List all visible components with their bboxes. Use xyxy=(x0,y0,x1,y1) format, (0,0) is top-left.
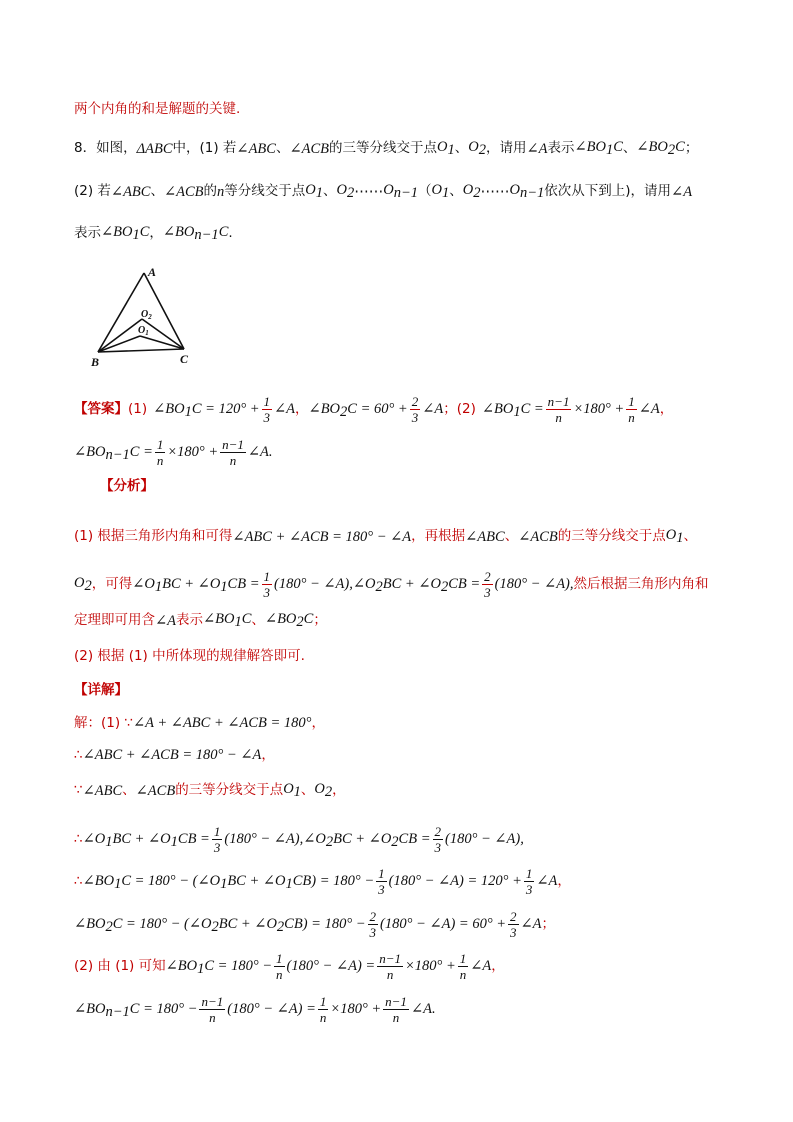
answer-expr-1: $\angle BO_1C = 120^\circ$ + $\frac{1}{3}$ ∠A xyxy=(153,394,296,425)
analysis-text: 定理即可用含 xyxy=(74,612,155,628)
solution-step-5 xyxy=(74,867,571,896)
comma: ， xyxy=(491,957,505,974)
answer-expr-2: $\angle BO_2C = 60^\circ$ + $\frac{2}{3}$ ∠A xyxy=(308,394,444,425)
analysis-text: 然后根据三角形内角和 xyxy=(573,575,709,592)
q-text: 依次从下到上)，请用 xyxy=(544,183,672,199)
analysis-line-2 xyxy=(74,570,709,599)
step-text: ， xyxy=(261,746,275,763)
answer-tag: 【答案】 xyxy=(74,400,128,417)
separator: 、 xyxy=(449,183,463,199)
q-text: 等分线交于点 xyxy=(224,183,306,199)
separator: 、 xyxy=(622,140,637,156)
angle-acb: ∠ACB xyxy=(289,140,330,157)
question-line-1 xyxy=(74,140,698,158)
analysis-line-3 xyxy=(74,612,327,630)
separator: 、 xyxy=(150,183,164,199)
q-text: . xyxy=(228,225,233,241)
label-a: A xyxy=(148,265,157,279)
step-text: ， xyxy=(311,714,325,731)
o1-sum-eq: $\angle O_1BC$ + $\angle O_1CB$ = $\frac{1}{3}$ (180° − ∠A), xyxy=(82,824,304,855)
question-line-2 xyxy=(74,183,692,201)
angle-abc: ∠ABC xyxy=(110,183,151,200)
analysis-text: 的三等分线交于点 xyxy=(557,528,666,544)
point-o1: $O_1$ xyxy=(437,139,455,158)
q-text: ； xyxy=(684,140,699,156)
triangle-figure xyxy=(86,262,201,370)
angle-bon1c: $\angle BO_{n-1}C$ xyxy=(162,224,229,243)
comma: ， xyxy=(557,872,571,889)
separator: 、 xyxy=(300,782,315,798)
because-symbol: ∵ xyxy=(74,782,83,798)
part-1-marker: (1) xyxy=(128,400,148,417)
label-o2: $O_2$ xyxy=(141,309,152,321)
angle-acb: ∠ACB xyxy=(135,782,176,799)
detail-tag-text: 【详解】 xyxy=(74,682,128,698)
comma: ， xyxy=(659,400,674,417)
label-c: C xyxy=(180,352,189,366)
angle-sum-eq: ∠ABC + ∠ACB = 180° − ∠A xyxy=(232,528,412,545)
q-text: (2) 若 xyxy=(74,183,111,199)
q-text: 表示 xyxy=(547,140,575,156)
bo2c-derivation: $\angle BO_2C = 180^\circ$ − ($\angle O_2BC$ + $\angle O_2CB) = 180^\circ$ − $\frac{2}{3}$ (180° − ∠A) = 60° + $\frac{2}{3}$ ∠A xyxy=(74,909,542,940)
therefore-symbol: ∴ xyxy=(74,830,83,847)
answer-expr-3: $\angle BO_1C$ = $\frac{n-1}{n}$ ×180° + $\frac{1}{n}$ ∠A xyxy=(481,394,660,425)
step-text: (2) 由 (1) 可知 xyxy=(74,957,166,974)
step-eq: ∠ABC + ∠ACB = 180° − ∠A xyxy=(82,747,262,763)
ellipsis: ⋯⋯ xyxy=(354,183,384,200)
solution-step-8 xyxy=(74,995,436,1024)
analysis-line-1 xyxy=(74,528,697,546)
q-text: ，请用 xyxy=(485,140,527,156)
therefore-symbol: ∴ xyxy=(74,746,83,763)
step-text: 解：(1) ∵ xyxy=(74,714,134,731)
angle-bo1c: $\angle BO_1C$ xyxy=(574,139,623,158)
angle-abc: ∠ABC xyxy=(236,140,276,157)
edge-bc xyxy=(98,349,184,352)
separator: 、 xyxy=(122,782,136,798)
q-text: 的三等分线交于点 xyxy=(329,140,438,156)
angle-a: ∠A xyxy=(155,612,177,629)
analysis-text: ，可得 xyxy=(91,575,133,592)
angle-bo2c: $\angle BO_2C$ xyxy=(264,611,314,630)
label-b: B xyxy=(91,355,100,369)
separator: 、 xyxy=(504,528,519,544)
separator: 、 xyxy=(251,612,265,628)
semicolon: ； xyxy=(313,612,327,628)
angle-a: ∠A xyxy=(526,140,548,157)
q-number: 8．如图， xyxy=(74,140,137,156)
angle-bo1c: $\angle BO_1C$ xyxy=(203,611,252,630)
label-o1: $O_1$ xyxy=(138,325,149,337)
q-text: 的 xyxy=(203,183,218,199)
solution-step-7 xyxy=(74,952,505,981)
analysis-line-4 xyxy=(74,650,305,664)
edge-ac xyxy=(144,273,184,349)
separator: 、 xyxy=(683,528,697,544)
point-o1: $O_1$ xyxy=(665,527,684,546)
analysis-tag xyxy=(100,480,154,494)
separator: 、 xyxy=(275,140,290,156)
step-eq: ∠A + ∠ABC + ∠ACB = 180° xyxy=(133,715,312,731)
point-o2: $O_2$ xyxy=(336,182,355,201)
angle-bo2c: $\angle BO_2C$ xyxy=(636,139,685,158)
answer-expr-4: $\angle BO_{n-1}C$ = $\frac{1}{n}$ ×180° + $\frac{n-1}{n}$ ∠A. xyxy=(74,437,273,468)
solution-step-4 xyxy=(74,825,524,854)
solution-step-6 xyxy=(74,910,555,939)
point-o2: $O_2$ xyxy=(468,139,486,158)
bo1c-derivation: $\angle BO_1C = 180^\circ$ − ($\angle O_1BC$ + $\angle O_1CB) = 180^\circ$ − $\frac{1}{3}$ (180° − ∠A) = 120° + $\frac{1}{3}$ ∠A xyxy=(82,866,558,897)
part-2-marker: (2) xyxy=(456,400,476,417)
step-text: 的三等分线交于点 xyxy=(175,782,284,798)
step-text: ， xyxy=(332,782,346,798)
bo1c-general: $\angle BO_1C = 180^\circ$ − $\frac{1}{n}$ (180° − ∠A) = $\frac{n-1}{n}$ ×180° + $\frac{1}{n}$ ∠A xyxy=(165,951,492,982)
angle-bo1c: $\angle BO_1C$ xyxy=(101,224,150,243)
q-text: 中，(1) 若 xyxy=(172,140,237,156)
o1-sum-eq: $\angle O_1BC$ + $\angle O_1CB$ = $\frac{1}{3}$ (180° − ∠A), xyxy=(132,569,353,600)
angle-acb: ∠ACB xyxy=(163,183,204,200)
comma: ， xyxy=(295,400,309,417)
bon1c-general: $\angle BO_{n-1}C = 180^\circ$ − $\frac{n-1}{n}$ (180° − ∠A) = $\frac{1}{n}$ ×180° + $\frac{n-1}{n}$ ∠A. xyxy=(74,994,436,1025)
trisector-b-o2 xyxy=(98,319,142,352)
ellipsis: ⋯⋯ xyxy=(480,183,510,200)
variable-n: n xyxy=(217,183,225,200)
o2-sum-eq: $\angle O_2BC$ + $\angle O_2CB$ = $\frac{2}{3}$ (180° − ∠A), xyxy=(303,824,524,855)
solution-step-2 xyxy=(74,748,275,763)
angle-acb: ∠ACB xyxy=(518,528,558,545)
point-o2: $O_2$ xyxy=(314,781,333,800)
answer-line-2 xyxy=(74,438,273,467)
solution-step-1 xyxy=(74,716,325,731)
point-o1: $O_1$ xyxy=(283,781,301,800)
analysis-tag-text: 【分析】 xyxy=(100,478,154,494)
point-o2: $O_2$ xyxy=(74,574,92,594)
separator: 、 xyxy=(323,183,337,199)
q-text: ， xyxy=(149,225,163,241)
point-on: $O_{n-1}$ xyxy=(383,182,419,201)
trisector-b-o1 xyxy=(98,336,140,352)
solution-step-3 xyxy=(74,782,346,800)
intro-sentence: 两个内角的和是解题的关键. xyxy=(74,101,241,117)
semicolon: ； xyxy=(443,400,457,417)
q-text: （ xyxy=(418,183,432,199)
intro-text xyxy=(74,103,240,117)
angle-a: ∠A xyxy=(671,183,693,200)
point-o2: $O_2$ xyxy=(462,182,481,201)
point-on: $O_{n-1}$ xyxy=(509,182,545,201)
point-o1: $O_1$ xyxy=(431,182,450,201)
analysis-text: ，再根据 xyxy=(411,528,466,544)
angle-abc: ∠ABC xyxy=(465,528,505,545)
edge-ab xyxy=(98,273,144,352)
semicolon: ； xyxy=(541,915,556,932)
separator: 、 xyxy=(454,140,469,156)
detail-tag xyxy=(74,684,128,698)
q-text: 表示 xyxy=(74,225,101,241)
point-o1: $O_1$ xyxy=(305,182,323,201)
angle-abc: ∠ABC xyxy=(82,782,123,799)
analysis-text: (2) 根据 (1) 中所体现的规律解答即可. xyxy=(74,648,305,664)
answer-line-1 xyxy=(74,395,673,424)
therefore-symbol: ∴ xyxy=(74,872,83,889)
analysis-text: 表示 xyxy=(176,612,204,628)
question-line-3 xyxy=(74,225,233,243)
o2-sum-eq: $\angle O_2BC$ + $\angle O_2CB$ = $\frac{2}{3}$ (180° − ∠A), xyxy=(352,569,574,600)
triangle-abc: ΔABC xyxy=(136,140,173,157)
analysis-text: (1) 根据三角形内角和可得 xyxy=(74,528,233,544)
